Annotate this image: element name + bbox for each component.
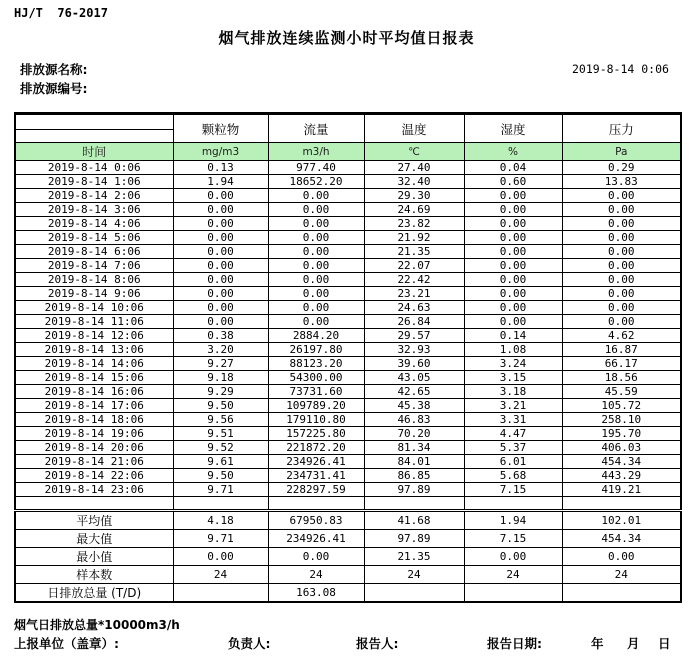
time-cell: 2019-8-14 18:06 <box>15 413 173 427</box>
value-cell: 0.00 <box>562 315 681 329</box>
summary-value-cell: 0.00 <box>268 548 364 566</box>
table-row <box>15 483 681 497</box>
value-cell: 0.00 <box>173 231 268 245</box>
value-cell: 54300.00 <box>268 371 364 385</box>
value-cell: 73731.60 <box>268 385 364 399</box>
summary-value-cell: 21.35 <box>364 548 464 566</box>
time-cell: 2019-8-14 4:06 <box>15 217 173 231</box>
table-row <box>15 231 681 245</box>
value-cell: 0.00 <box>464 287 562 301</box>
value-cell: 24.69 <box>364 203 464 217</box>
value-cell: 228297.59 <box>268 483 364 497</box>
value-cell: 0.00 <box>562 245 681 259</box>
value-cell: 0.00 <box>268 245 364 259</box>
value-cell: 0.00 <box>173 189 268 203</box>
summary-row <box>15 566 681 584</box>
value-cell: 9.52 <box>173 441 268 455</box>
value-cell: 22.42 <box>364 273 464 287</box>
time-cell: 2019-8-14 22:06 <box>15 469 173 483</box>
value-cell: 258.10 <box>562 413 681 427</box>
time-cell: 2019-8-14 12:06 <box>15 329 173 343</box>
value-cell: 0.60 <box>464 175 562 189</box>
time-cell: 2019-8-14 1:06 <box>15 175 173 189</box>
time-cell: 2019-8-14 3:06 <box>15 203 173 217</box>
table-row <box>15 399 681 413</box>
time-cell: 2019-8-14 0:06 <box>15 161 173 175</box>
corner-cell <box>15 114 173 143</box>
column-header-flow: 流量 <box>268 114 364 143</box>
summary-value-cell: 24 <box>562 566 681 584</box>
table-row <box>15 357 681 371</box>
table-row <box>15 329 681 343</box>
spacer-cell <box>268 497 364 511</box>
summary-value-cell: 97.89 <box>364 530 464 548</box>
time-cell: 2019-8-14 13:06 <box>15 343 173 357</box>
value-cell: 23.21 <box>364 287 464 301</box>
value-cell: 221872.20 <box>268 441 364 455</box>
value-cell: 9.27 <box>173 357 268 371</box>
year-label: 年 <box>591 636 604 651</box>
summary-value-cell <box>562 584 681 603</box>
value-cell: 105.72 <box>562 399 681 413</box>
value-cell: 0.00 <box>562 273 681 287</box>
value-cell: 977.40 <box>268 161 364 175</box>
unit-cell-temperature: ℃ <box>364 143 464 161</box>
value-cell: 26.84 <box>364 315 464 329</box>
summary-value-cell: 7.15 <box>464 530 562 548</box>
table-row <box>15 343 681 357</box>
value-cell: 23.82 <box>364 217 464 231</box>
value-cell: 32.93 <box>364 343 464 357</box>
value-cell: 0.04 <box>464 161 562 175</box>
table-row <box>15 469 681 483</box>
value-cell: 24.63 <box>364 301 464 315</box>
summary-value-cell: 41.68 <box>364 511 464 530</box>
value-cell: 0.00 <box>173 245 268 259</box>
unit-cell-humidity: % <box>464 143 562 161</box>
source-code-label: 排放源编号: <box>20 81 88 96</box>
value-cell: 45.59 <box>562 385 681 399</box>
value-cell: 0.00 <box>268 259 364 273</box>
summary-value-cell: 24 <box>464 566 562 584</box>
time-cell: 2019-8-14 23:06 <box>15 483 173 497</box>
value-cell: 9.51 <box>173 427 268 441</box>
value-cell: 0.00 <box>464 259 562 273</box>
summary-label-cell: 平均值 <box>15 511 173 530</box>
value-cell: 16.87 <box>562 343 681 357</box>
time-cell: 2019-8-14 7:06 <box>15 259 173 273</box>
value-cell: 4.62 <box>562 329 681 343</box>
column-header-particulate: 颗粒物 <box>173 114 268 143</box>
value-cell: 29.30 <box>364 189 464 203</box>
spacer-cell <box>464 497 562 511</box>
time-cell: 2019-8-14 8:06 <box>15 273 173 287</box>
unit-cell-pressure: Pa <box>562 143 681 161</box>
value-cell: 234731.41 <box>268 469 364 483</box>
summary-row <box>15 511 681 530</box>
time-cell: 2019-8-14 19:06 <box>15 427 173 441</box>
value-cell: 0.00 <box>268 301 364 315</box>
time-cell: 2019-8-14 11:06 <box>15 315 173 329</box>
value-cell: 0.00 <box>562 231 681 245</box>
summary-value-cell: 24 <box>364 566 464 584</box>
summary-value-cell <box>364 584 464 603</box>
value-cell: 46.83 <box>364 413 464 427</box>
table-row <box>15 161 681 175</box>
value-cell: 9.56 <box>173 413 268 427</box>
table-row <box>15 413 681 427</box>
summary-value-cell <box>464 584 562 603</box>
value-cell: 1.08 <box>464 343 562 357</box>
time-cell: 2019-8-14 9:06 <box>15 287 173 301</box>
value-cell: 88123.20 <box>268 357 364 371</box>
table-row <box>15 245 681 259</box>
value-cell: 0.38 <box>173 329 268 343</box>
value-cell: 0.00 <box>562 301 681 315</box>
value-cell: 0.00 <box>464 217 562 231</box>
value-cell: 0.00 <box>268 231 364 245</box>
table-row <box>15 371 681 385</box>
summary-value-cell: 4.18 <box>173 511 268 530</box>
value-cell: 0.00 <box>173 259 268 273</box>
value-cell: 3.31 <box>464 413 562 427</box>
table-row <box>15 315 681 329</box>
time-cell: 2019-8-14 6:06 <box>15 245 173 259</box>
value-cell: 3.21 <box>464 399 562 413</box>
summary-value-cell: 0.00 <box>173 548 268 566</box>
summary-row <box>15 530 681 548</box>
summary-value-cell: 454.34 <box>562 530 681 548</box>
unit-row <box>15 143 681 161</box>
value-cell: 97.89 <box>364 483 464 497</box>
value-cell: 21.35 <box>364 245 464 259</box>
unit-cell-particulate: mg/m3 <box>173 143 268 161</box>
value-cell: 0.00 <box>562 217 681 231</box>
reporter-label: 报告人: <box>356 636 399 651</box>
spacer-cell <box>173 497 268 511</box>
time-cell: 2019-8-14 5:06 <box>15 231 173 245</box>
value-cell: 6.01 <box>464 455 562 469</box>
value-cell: 0.00 <box>562 259 681 273</box>
value-cell: 0.29 <box>562 161 681 175</box>
value-cell: 419.21 <box>562 483 681 497</box>
value-cell: 4.47 <box>464 427 562 441</box>
value-cell: 0.00 <box>173 217 268 231</box>
time-cell: 2019-8-14 14:06 <box>15 357 173 371</box>
summary-value-cell: 9.71 <box>173 530 268 548</box>
table-row <box>15 385 681 399</box>
summary-value-cell: 234926.41 <box>268 530 364 548</box>
summary-value-cell: 102.01 <box>562 511 681 530</box>
value-cell: 86.85 <box>364 469 464 483</box>
value-cell: 0.00 <box>464 315 562 329</box>
value-cell: 0.00 <box>268 217 364 231</box>
summary-label-cell: 日排放总量 (T/D) <box>15 584 173 603</box>
value-cell: 2884.20 <box>268 329 364 343</box>
column-header-row <box>15 114 681 143</box>
table-row <box>15 441 681 455</box>
summary-rows <box>15 497 681 603</box>
summary-value-cell: 24 <box>268 566 364 584</box>
value-cell: 45.38 <box>364 399 464 413</box>
value-cell: 7.15 <box>464 483 562 497</box>
value-cell: 3.15 <box>464 371 562 385</box>
document-standard-code: HJ/T 76-2017 <box>14 6 108 20</box>
value-cell: 0.00 <box>464 301 562 315</box>
value-cell: 13.83 <box>562 175 681 189</box>
report-date-label: 报告日期: <box>487 636 542 651</box>
report-table <box>14 112 682 603</box>
value-cell: 81.34 <box>364 441 464 455</box>
spacer-row <box>15 497 681 511</box>
column-header-temperature: 温度 <box>364 114 464 143</box>
value-cell: 0.13 <box>173 161 268 175</box>
time-cell: 2019-8-14 17:06 <box>15 399 173 413</box>
value-cell: 0.00 <box>173 301 268 315</box>
value-cell: 26197.80 <box>268 343 364 357</box>
responsible-label: 负责人: <box>228 636 271 651</box>
report-unit-label: 上报单位（盖章）: <box>14 636 119 651</box>
summary-label-cell: 最大值 <box>15 530 173 548</box>
time-cell: 2019-8-14 10:06 <box>15 301 173 315</box>
column-header-pressure: 压力 <box>562 114 681 143</box>
value-cell: 0.00 <box>464 203 562 217</box>
value-cell: 109789.20 <box>268 399 364 413</box>
table-row <box>15 259 681 273</box>
value-cell: 27.40 <box>364 161 464 175</box>
value-cell: 22.07 <box>364 259 464 273</box>
value-cell: 32.40 <box>364 175 464 189</box>
value-cell: 0.00 <box>268 287 364 301</box>
value-cell: 9.18 <box>173 371 268 385</box>
column-header-humidity: 湿度 <box>464 114 562 143</box>
value-cell: 195.70 <box>562 427 681 441</box>
value-cell: 66.17 <box>562 357 681 371</box>
table-row <box>15 273 681 287</box>
table-row <box>15 301 681 315</box>
value-cell: 9.29 <box>173 385 268 399</box>
value-cell: 9.71 <box>173 483 268 497</box>
day-label: 日 <box>658 636 671 651</box>
summary-value-cell: 163.08 <box>268 584 364 603</box>
value-cell: 406.03 <box>562 441 681 455</box>
value-cell: 0.00 <box>268 273 364 287</box>
value-cell: 5.37 <box>464 441 562 455</box>
time-header-cell: 时间 <box>15 143 173 161</box>
time-cell: 2019-8-14 2:06 <box>15 189 173 203</box>
value-cell: 1.94 <box>173 175 268 189</box>
summary-label-cell: 最小值 <box>15 548 173 566</box>
value-cell: 0.00 <box>562 287 681 301</box>
value-cell: 29.57 <box>364 329 464 343</box>
value-cell: 0.14 <box>464 329 562 343</box>
summary-row <box>15 548 681 566</box>
value-cell: 0.00 <box>464 189 562 203</box>
value-cell: 9.61 <box>173 455 268 469</box>
value-cell: 234926.41 <box>268 455 364 469</box>
value-cell: 0.00 <box>464 245 562 259</box>
value-cell: 0.00 <box>562 203 681 217</box>
data-rows <box>15 161 681 497</box>
value-cell: 0.00 <box>268 203 364 217</box>
value-cell: 157225.80 <box>268 427 364 441</box>
footer-note: 烟气日排放总量*10000m3/h <box>14 618 180 632</box>
spacer-cell <box>15 497 173 511</box>
value-cell: 9.50 <box>173 399 268 413</box>
value-cell: 179110.80 <box>268 413 364 427</box>
summary-value-cell: 24 <box>173 566 268 584</box>
value-cell: 43.05 <box>364 371 464 385</box>
value-cell: 3.24 <box>464 357 562 371</box>
value-cell: 84.01 <box>364 455 464 469</box>
value-cell: 0.00 <box>268 189 364 203</box>
value-cell: 5.68 <box>464 469 562 483</box>
table-row <box>15 427 681 441</box>
month-label: 月 <box>627 636 640 651</box>
value-cell: 0.00 <box>464 273 562 287</box>
summary-value-cell: 1.94 <box>464 511 562 530</box>
summary-label-cell: 样本数 <box>15 566 173 584</box>
summary-value-cell: 0.00 <box>464 548 562 566</box>
value-cell: 0.00 <box>562 189 681 203</box>
table-row <box>15 189 681 203</box>
summary-value-cell: 0.00 <box>562 548 681 566</box>
time-cell: 2019-8-14 21:06 <box>15 455 173 469</box>
value-cell: 454.34 <box>562 455 681 469</box>
value-cell: 21.92 <box>364 231 464 245</box>
value-cell: 0.00 <box>173 203 268 217</box>
summary-value-cell <box>173 584 268 603</box>
value-cell: 0.00 <box>173 315 268 329</box>
value-cell: 3.18 <box>464 385 562 399</box>
spacer-cell <box>562 497 681 511</box>
value-cell: 0.00 <box>173 287 268 301</box>
table-row <box>15 217 681 231</box>
time-cell: 2019-8-14 20:06 <box>15 441 173 455</box>
source-name-label: 排放源名称: <box>20 62 88 77</box>
value-cell: 18.56 <box>562 371 681 385</box>
page-title: 烟气排放连续监测小时平均值日报表 <box>218 29 475 47</box>
value-cell: 9.50 <box>173 469 268 483</box>
value-cell: 39.60 <box>364 357 464 371</box>
summary-value-cell: 67950.83 <box>268 511 364 530</box>
unit-cell-flow: m3/h <box>268 143 364 161</box>
value-cell: 0.00 <box>173 273 268 287</box>
value-cell: 70.20 <box>364 427 464 441</box>
value-cell: 18652.20 <box>268 175 364 189</box>
value-cell: 3.20 <box>173 343 268 357</box>
value-cell: 0.00 <box>268 315 364 329</box>
corner-divider-line <box>16 129 173 130</box>
table-row <box>15 455 681 469</box>
report-datetime: 2019-8-14 0:06 <box>572 62 669 76</box>
value-cell: 42.65 <box>364 385 464 399</box>
value-cell: 443.29 <box>562 469 681 483</box>
time-cell: 2019-8-14 15:06 <box>15 371 173 385</box>
time-cell: 2019-8-14 16:06 <box>15 385 173 399</box>
table-row <box>15 287 681 301</box>
table-row <box>15 175 681 189</box>
spacer-cell <box>364 497 464 511</box>
summary-row <box>15 584 681 603</box>
value-cell: 0.00 <box>464 231 562 245</box>
table-row <box>15 203 681 217</box>
